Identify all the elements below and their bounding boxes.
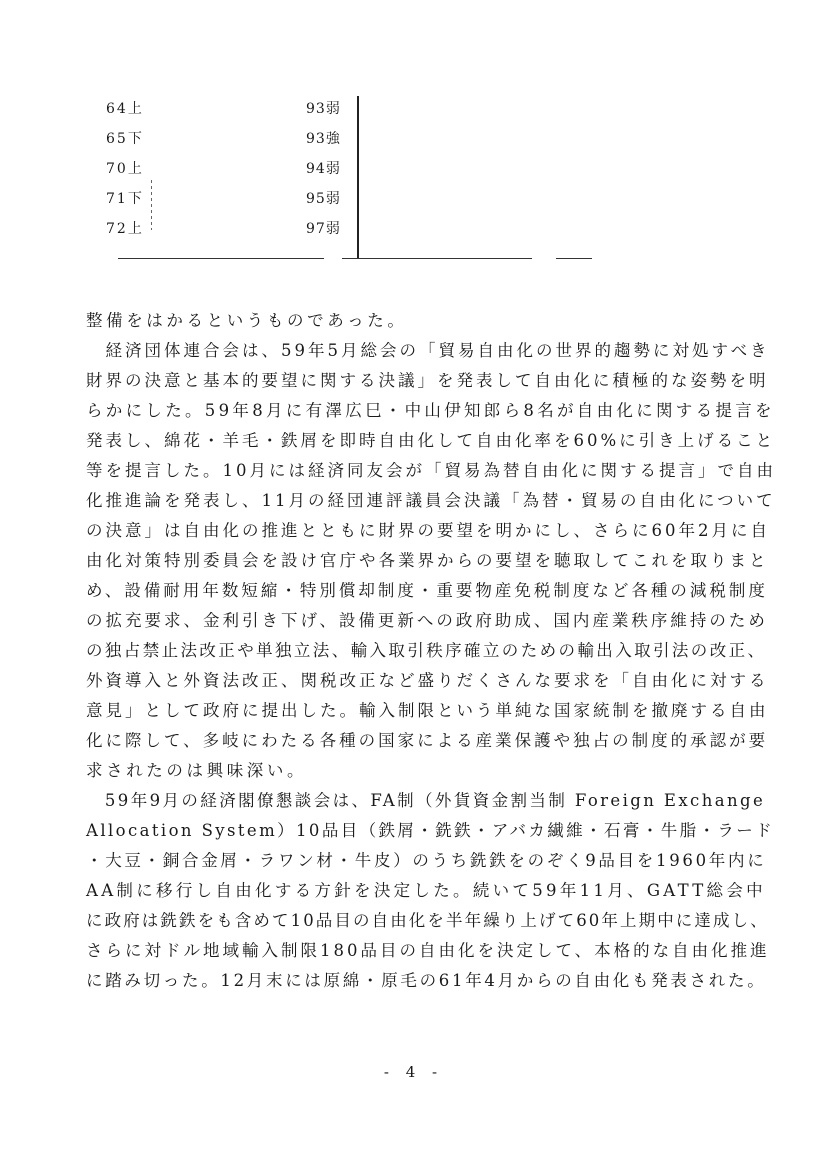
text-line: 化推進論を発表し、11月の経団連評議員会決議「為替・貿易の自由化について <box>86 491 776 510</box>
text-line: 由化対策特別委員会を設け官庁や各業界からの要望を聴取してこれを取りまと <box>86 551 769 570</box>
text-line: 化に際して、多岐にわたる各種の国家による産業保護や独占の制度的承認が要 <box>86 731 769 750</box>
table-row <box>0 188 827 216</box>
data-table <box>0 0 827 270</box>
text-line: に政府は銑鉄をも含めて10品目の自由化を半年繰り上げて60年上期中に達成し、 <box>86 911 769 930</box>
text-line: に踏み切った。12月末には原綿・原毛の61年4月からの自由化も発表された。 <box>86 971 767 990</box>
page-number: - 4 - <box>383 1063 444 1081</box>
table-vertical-rule <box>357 96 359 258</box>
table-bottom-rule <box>118 258 324 259</box>
table-bottom-rule <box>342 258 532 259</box>
period-label: 70上 <box>106 161 144 177</box>
period-label: 71下 <box>106 191 144 207</box>
table-row <box>0 218 827 246</box>
period-label: 72上 <box>106 221 144 237</box>
period-label: 64上 <box>106 101 144 117</box>
text-line: ・大豆・銅合金屑・ラワン材・牛皮）のうち銑鉄をのぞく9品目を1960年内に <box>86 851 767 870</box>
period-value: 97弱 <box>306 221 341 237</box>
text-line: 等を提言した。10月には経済同友会が「貿易為替自由化に関する提言」で自由 <box>86 461 776 480</box>
table-row <box>0 98 827 126</box>
text-line: AA制に移行し自由化する方針を決定した。続いて59年11月、GATT総会中 <box>86 881 766 900</box>
text-line: Allocation System）10品目（鉄屑・銑鉄・アバカ繊維・石膏・牛脂・ラード <box>86 821 775 840</box>
text-line: 発表し、綿花・羊毛・鉄屑を即時自由化して自由化率を60%に引き上げること <box>86 431 776 450</box>
text-line: め、設備耐用年数短縮・特別償却制度・重要物産免税制度など各種の減税制度 <box>86 581 768 600</box>
table-bottom-rule <box>556 258 592 259</box>
text-line: 求されたのは興味深い。 <box>86 761 308 780</box>
text-line: 59年9月の経済閣僚懇談会は、FA制（外貨資金割当制 Foreign Exchange <box>86 791 766 810</box>
text-line: 経済団体連合会は、59年5月総会の「貿易自由化の世界的趨勢に対処すべき <box>86 341 770 360</box>
table-row <box>0 158 827 186</box>
period-value: 93強 <box>306 131 341 147</box>
period-value: 95弱 <box>306 191 341 207</box>
text-line: らかにした。59年8月に有澤広巳・中山伊知郎ら8名が自由化に関する提言を <box>86 401 775 420</box>
text-line: 整備をはかるというものであった。 <box>86 311 408 330</box>
text-line: 財界の決意と基本的要望に関する決議」を発表して自由化に積極的な姿勢を明 <box>86 371 769 390</box>
text-line: の拡充要求、金利引き下げ、設備更新への政府助成、国内産業秩序維持のため <box>86 611 768 630</box>
period-value: 93弱 <box>306 101 341 117</box>
table-row <box>0 128 827 156</box>
period-value: 94弱 <box>306 161 341 177</box>
period-label: 65下 <box>106 131 144 147</box>
text-line: の独占禁止法改正や単独立法、輸入取引秩序確立のための輸出入取引法の改正、 <box>86 641 767 660</box>
text-line: さらに対ドル地域輸入制限180品目の自由化を決定して、本格的な自由化推進 <box>86 941 770 960</box>
table-dashed-rule <box>151 180 152 230</box>
text-line: 外資導入と外資法改正、関税改正など盛りだくさんな要求を「自由化に対する <box>86 671 769 690</box>
text-line: 意見」として政府に提出した。輸入制限という単純な国家統制を撤廃する自由 <box>86 701 769 720</box>
text-line: の決意」は自由化の推進とともに財界の要望を明かにし、さらに60年2月に自 <box>86 521 770 540</box>
